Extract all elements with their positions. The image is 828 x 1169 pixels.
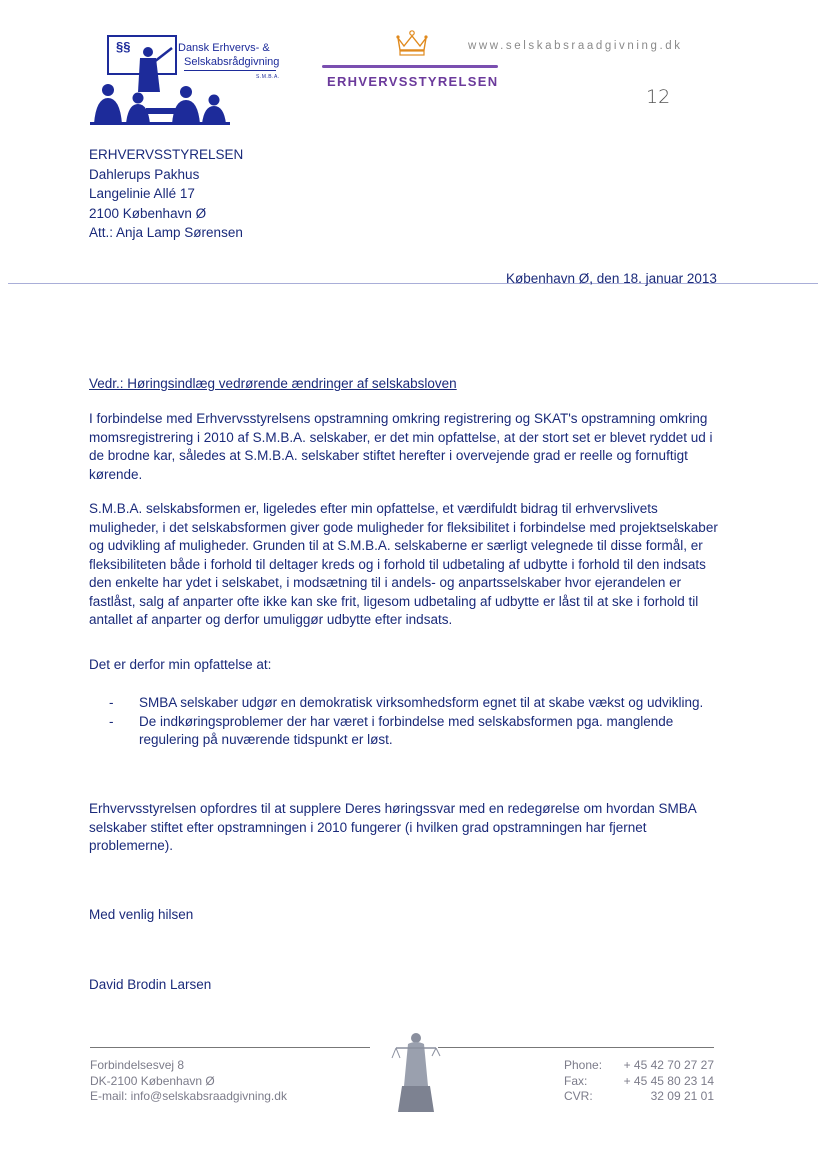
- logo-line-1: Dansk Erhvervs- &: [178, 42, 270, 54]
- footer-email: E-mail: info@selskabsraadgivning.dk: [90, 1089, 287, 1103]
- paragraph-2: S.M.B.A. selskabsformen er, ligeledes efter min opfattelse, et værdifuldt bidrag til erhvervslivets muligheder, i det selskabsformen giver gode muligheder for fleksibilitet i forbindelse med projektselskaber og udvikling af muligheder. Grunden til at S.M.B.A. selskaberne er særligt velegnede til disse formål, er fleksibiliteten både i forhold til deltager kreds og i forhold til udbetaling af udbytte i forhold til den indsats den enkelte har ydet i selskabet, i modsætning til i andels- og anpartsselskaber hvor ejerandelen er fastlåst, salg af anparter ofte ikke kan ske frit, ligesom udbetaling af udbytte er låst til at ske i forhold til antallet af anparter og derfor umuliggør udbytte efter indsats.: [89, 501, 718, 627]
- logo-sign: §§: [116, 39, 131, 54]
- bullet-marker: -: [109, 713, 114, 729]
- letter-subject: Vedr.: Høringsindlæg vedrørende ændringer af selskabsloven: [89, 376, 457, 391]
- paragraph-3: Det er derfor min opfattelse at:: [89, 657, 272, 672]
- footer-address-line: Forbindelsesvej 8: [90, 1058, 185, 1072]
- logo-small-text: S.M.B.A.: [256, 74, 280, 80]
- footer-rule-left: [90, 1047, 370, 1048]
- bullet-marker: -: [109, 695, 114, 710]
- recipient-address: [89, 145, 243, 243]
- logo-line-2: Selskabsrådgivning: [184, 56, 280, 68]
- company-logo: [86, 34, 282, 126]
- bullet-list: [89, 694, 729, 750]
- list-item: [89, 713, 729, 750]
- closing-paragraph: Erhvervsstyrelsen opfordres til at supplere Deres høringssvar med en redegørelse om hvordan SMBA selskaber stiftet efter opstramningen i 2010 fungerer (i hvilken grad opstramningen har fjernet problemerne).: [89, 801, 697, 853]
- greeting: Med venlig hilsen: [89, 907, 194, 922]
- cvr-value: 32 09 21 01: [650, 1089, 714, 1103]
- recipient-line: ERHVERVSSTYRELSEN: [89, 147, 244, 162]
- crown-icon: [394, 30, 430, 63]
- bullet-text: De indkøringsproblemer der har været i forbindelse med selskabsformen pga. manglende regulering på nuværende tidspunkt er løst.: [139, 713, 674, 747]
- signature-name: David Brodin Larsen: [89, 977, 212, 992]
- phone-label: Phone:: [564, 1058, 603, 1072]
- recipient-line: Langelinie Allé 17: [89, 186, 195, 201]
- letter-date: København Ø, den 18. januar 2013: [506, 271, 717, 286]
- footer-contacts: [564, 1058, 714, 1105]
- list-item: [89, 694, 729, 713]
- recipient-line: Dahlerups Pakhus: [89, 166, 200, 182]
- footer-address: [90, 1058, 287, 1105]
- cvr-label: CVR:: [564, 1089, 593, 1103]
- paragraph-1: I forbindelse med Erhvervsstyrelsens opstramning omkring registrering og SKAT's opstramning omkring momsregistrering i 2010 af S.M.B.A. selskaber, er det min opfattelse, at der stort set er blevet ryddet ud i de brodne kar, således at S.M.B.A. selskaber stiftet herefter i overvejende grad er reelle og fornuftigt kørende.: [89, 411, 713, 482]
- footer-cvr: [564, 1089, 714, 1105]
- recipient-line: Att.: Anja Lamp Sørensen: [89, 225, 243, 240]
- phone-value: + 45 42 70 27 27: [623, 1058, 714, 1072]
- footer-fax: [564, 1074, 714, 1090]
- agency-name: ERHVERVSSTYRELSEN: [327, 74, 499, 89]
- footer-address-line: DK-2100 København Ø: [90, 1073, 215, 1088]
- handwritten-number: 12: [646, 86, 671, 108]
- footer-rule-right: [438, 1047, 714, 1048]
- bullet-text: SMBA selskaber udgør en demokratisk virksomhedsform egnet til at skabe vækst og udvikling.: [139, 695, 704, 710]
- recipient-line: 2100 København Ø: [89, 205, 207, 221]
- fax-value: + 45 45 80 23 14: [623, 1073, 714, 1088]
- justice-statue-icon: [388, 1026, 444, 1119]
- logo-underline: [184, 70, 276, 71]
- agency-divider: [322, 65, 498, 68]
- footer-phone: [564, 1058, 714, 1074]
- website-text: www.selskabsraadgivning.dk: [468, 40, 683, 52]
- fax-label: Fax:: [564, 1073, 588, 1088]
